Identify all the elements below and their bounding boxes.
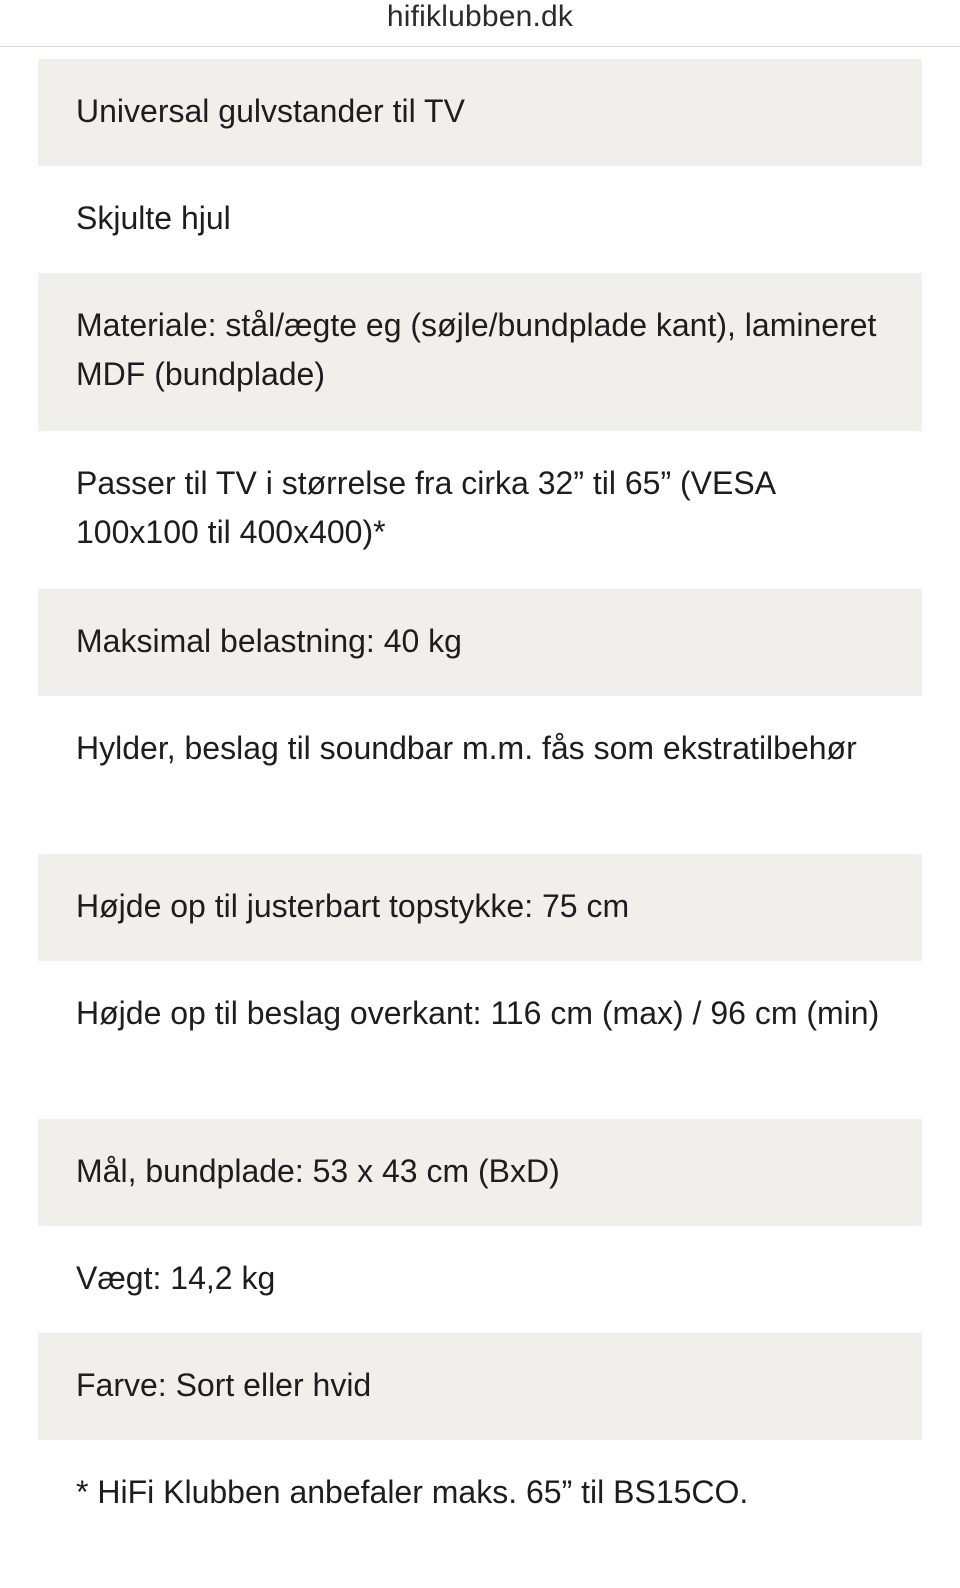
spec-row — [38, 59, 922, 166]
spec-row — [38, 1119, 922, 1226]
spec-row — [38, 589, 922, 696]
spec-text: Højde op til justerbart topstykke: 75 cm — [76, 888, 630, 924]
spec-text: Skjulte hjul — [76, 200, 231, 236]
spec-text: Højde op til beslag overkant: 116 cm (max) / 96 cm (min) — [76, 995, 880, 1031]
spec-row — [38, 166, 922, 273]
spec-row — [38, 1226, 922, 1333]
spec-text: Materiale: stål/ægte eg (søjle/bundplade kant), lamineret MDF (bundplade) — [76, 307, 877, 392]
spec-text: Passer til TV i størrelse fra cirka 32” til 65” (VESA 100x100 til 400x400)* — [76, 465, 775, 550]
spec-row — [38, 961, 922, 1119]
spec-text: Mål, bundplade: 53 x 43 cm (BxD) — [76, 1153, 560, 1189]
footnote-text: * HiFi Klubben anbefaler maks. 65” til BS15CO. — [76, 1474, 749, 1510]
spec-row — [38, 854, 922, 961]
spec-text: Maksimal belastning: 40 kg — [76, 623, 462, 659]
spec-row — [38, 1333, 922, 1440]
spec-footnote — [38, 1440, 922, 1547]
spec-row — [38, 696, 922, 854]
spec-row — [38, 431, 922, 589]
spec-text: Universal gulvstander til TV — [76, 93, 465, 129]
spec-text: Farve: Sort eller hvid — [76, 1367, 372, 1403]
url-text[interactable]: hifiklubben.dk — [386, 0, 574, 33]
browser-address-bar[interactable] — [0, 0, 960, 47]
spec-list — [38, 59, 922, 1547]
spec-text: Vægt: 14,2 kg — [76, 1260, 276, 1296]
spec-row — [38, 273, 922, 431]
spec-text: Hylder, beslag til soundbar m.m. fås som ekstratilbehør — [76, 730, 857, 766]
